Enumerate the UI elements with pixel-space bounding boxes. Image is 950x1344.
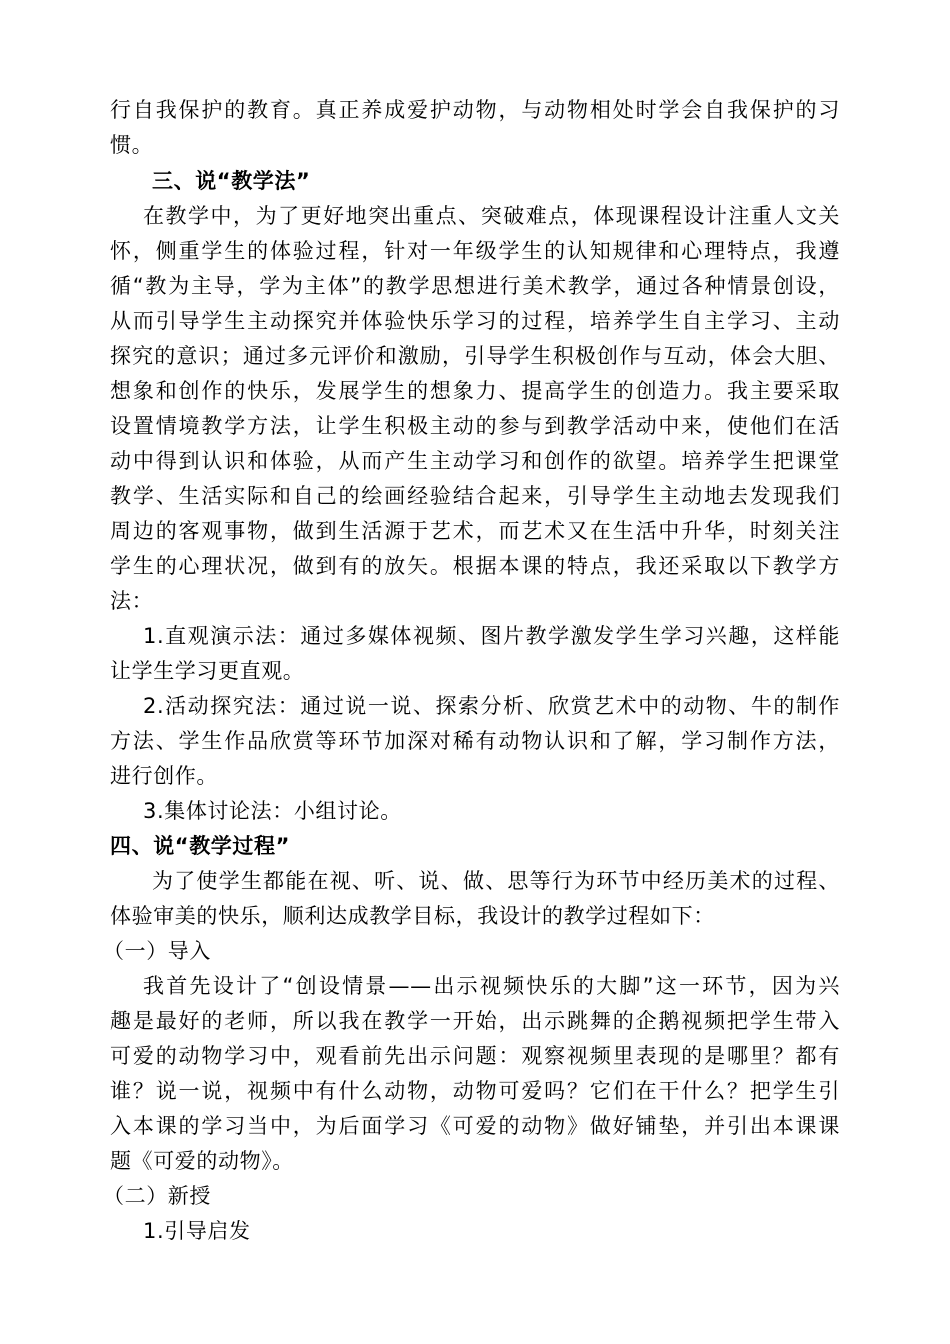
subheading-introduction: （一）导入 [103, 939, 211, 963]
text-line-8: 探究的意识；通过多元评价和激励，引导学生积极创作与互动，体会大胆、 [110, 344, 840, 368]
list-item-1-line-1: 1.直观演示法：通过多媒体视频、图片教学激发学生学习兴趣，这样能 [143, 624, 840, 648]
text-line-31: 题《可爱的动物》。 [110, 1149, 294, 1173]
text-line-11: 动中得到认识和体验，从而产生主动学习和创作的欲望。培养学生把课堂 [110, 449, 840, 473]
text-line-29: 谁？说一说，视频中有什么动物，动物可爱吗？它们在干什么？把学生引 [110, 1079, 840, 1103]
section-heading-teaching-method: 三、说“教学法” [152, 169, 311, 193]
text-line-12: 教学、生活实际和自己的绘画经验结合起来，引导学生主动地去发现我们 [110, 484, 840, 508]
list-item-2-line-3: 进行创作。 [110, 764, 218, 788]
subheading-guidance: 1.引导启发 [143, 1219, 251, 1243]
text-line-2: 惯。 [110, 133, 154, 157]
text-line-24: 体验审美的快乐，顺利达成教学目标，我设计的教学过程如下： [110, 904, 715, 928]
text-line-7: 从而引导学生主动探究并体验快乐学习的过程，培养学生自主学习、主动 [110, 309, 840, 333]
text-line-10: 设置情境教学方法，让学生积极主动的参与到教学活动中来，使他们在活 [110, 414, 840, 438]
text-line-6: 循“教为主导，学为主体”的教学思想进行美术教学，通过各种情景创设， [110, 274, 840, 298]
list-item-2-line-1: 2.活动探究法：通过说一说、探索分析、欣赏艺术中的动物、牛的制作 [143, 694, 840, 718]
list-item-3: 3.集体讨论法：小组讨论。 [143, 799, 402, 823]
text-line-15: 法： [110, 589, 154, 613]
text-line-23: 为了使学生都能在视、听、说、做、思等行为环节中经历美术的过程、 [152, 869, 840, 893]
text-line-9: 想象和创作的快乐，发展学生的想象力、提高学生的创造力。我主要采取 [110, 379, 840, 403]
text-line-28: 可爱的动物学习中，观看前先出示问题：观察视频里表现的是哪里？都有 [110, 1044, 840, 1068]
list-item-2-line-2: 方法、学生作品欣赏等环节加深对稀有动物认识和了解，学习制作方法， [110, 729, 840, 753]
text-line-1: 行自我保护的教育。真正养成爱护动物，与动物相处时学会自我保护的习 [110, 98, 840, 122]
subheading-new-lesson: （二）新授 [103, 1184, 211, 1208]
text-line-26: 我首先设计了“创设情景——出示视频快乐的大脚”这一环节，因为兴 [143, 974, 840, 998]
text-line-30: 入本课的学习当中，为后面学习《可爱的动物》做好铺垫，并引出本课课 [110, 1114, 840, 1138]
text-line-4: 在教学中，为了更好地突出重点、突破难点，体现课程设计注重人文关 [143, 204, 840, 228]
text-line-27: 趣是最好的老师，所以我在教学一开始，出示跳舞的企鹅视频把学生带入 [110, 1009, 840, 1033]
text-line-14: 学生的心理状况，做到有的放矢。根据本课的特点，我还采取以下教学方 [110, 554, 840, 578]
text-line-13: 周边的客观事物，做到生活源于艺术，而艺术又在生活中升华，时刻关注 [110, 519, 840, 543]
section-heading-teaching-process: 四、说“教学过程” [110, 834, 291, 858]
list-item-1-line-2: 让学生学习更直观。 [110, 659, 305, 683]
text-line-5: 怀，侧重学生的体验过程，针对一年级学生的认知规律和心理特点，我遵 [110, 239, 840, 263]
